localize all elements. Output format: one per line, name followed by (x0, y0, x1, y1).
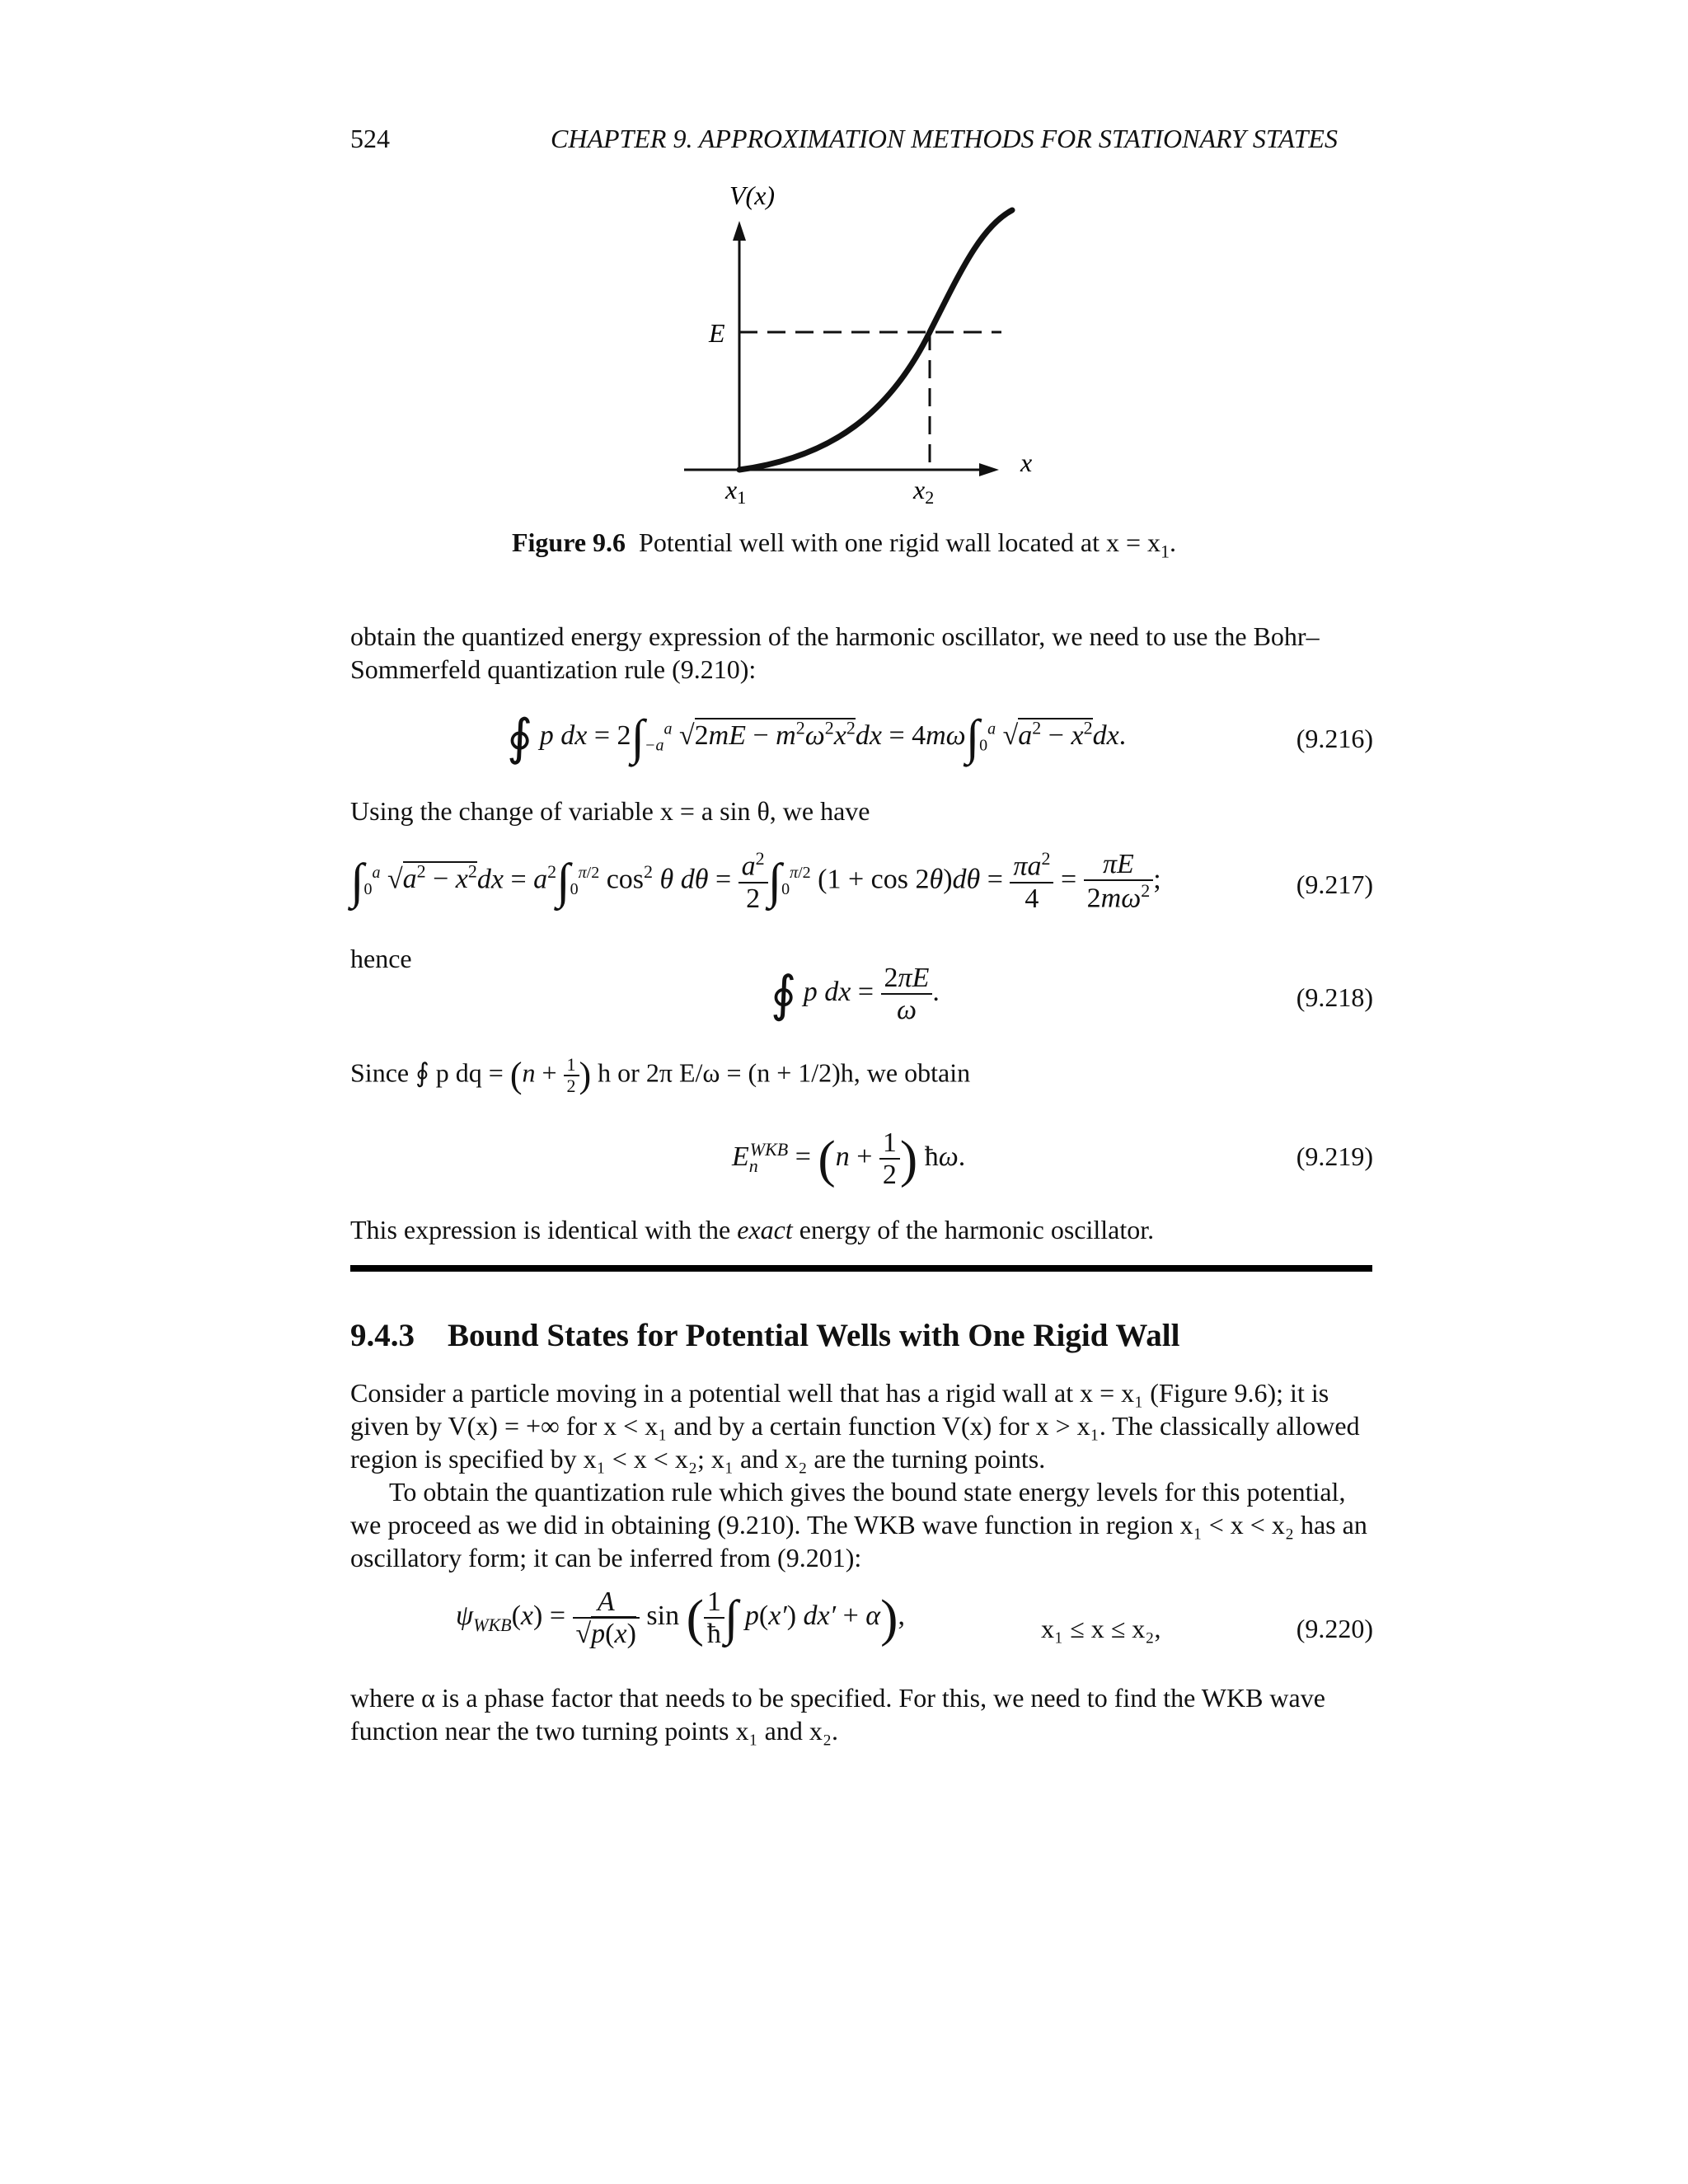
equation-9-217: $\int_0^a$ $√a^2 - x^2dx = a^2\int_0^{\pi/2}$ $\cos^2 \theta$ dθ = $\frac{a^2}{2}$ $\int_0^{\pi/2}$ (1 + cos 2θ)dθ = $\frac{\pi a^2}{4}$ = $\frac{\pi E}{2m\omega^2}$ ; (350, 848, 1161, 914)
section-title: Bound States for Potential Wells with One Rigid Wall (448, 1318, 1180, 1353)
figure-caption-label: Figure 9.6 (511, 527, 626, 557)
x-axis-label: x (1020, 448, 1033, 477)
intro-paragraph: obtain the quantized energy expression of the harmonic oscillator, we need to use the Bohr–Sommerfeld quantization rule (9.210): (350, 621, 1320, 684)
potential-well-figure (676, 177, 1047, 515)
hence-text: hence (350, 944, 412, 973)
since-line-start: Since ∮ p dq = (350, 1057, 504, 1088)
equation-number-9-219: (9.219) (1296, 1141, 1373, 1171)
equation-9-220: $\psi_{WKB}(x)$ = $\frac{A}{√p(x)}$ sin ( $\frac{1}{ħ}$ ∫ p(x′) dx′ + α), (456, 1586, 905, 1650)
paragraph-alpha: where α is a phase factor that needs to be specified. For this, we need to find the WKB wave function near the two turning points x₁ and x₂. (350, 1683, 1325, 1746)
since-line: Since ∮ p dq = (n + $\frac{1}{2}$ ) h or 2π E/ω = (n + 1/2)h, we obtain (350, 1054, 971, 1097)
figure-caption-text: Potential well with one rigid wall located at x = x (639, 527, 1161, 557)
equation-9-218: ∮ p dx = $\frac{2\pi E}{\omega}$ . (771, 963, 940, 1026)
equation-9-220-range: x₁ ≤ x ≤ x₂, (1041, 1614, 1161, 1643)
section-heading (350, 1317, 1179, 1354)
equation-9-216: ∮ p dx = $2\int_{-a}^a$ $√2mE - m^2\omega^2x^2dx = 4m\omega\int_0^a$ $√a^2 - x^2dx$. (507, 710, 1127, 765)
equation-number-9-220: (9.220) (1296, 1614, 1373, 1643)
equation-number-9-218: (9.218) (1296, 982, 1373, 1012)
section-number: 9.4.3 (350, 1318, 415, 1353)
since-line-end: h or 2π E/ω = (n + 1/2)h, we obtain (598, 1057, 971, 1088)
identical-line: This expression is identical with the exact energy of the harmonic oscillator. (350, 1215, 1155, 1244)
x-axis-arrow (979, 463, 999, 476)
paragraph-obtain: To obtain the quantization rule which gives the bound state energy levels for this potential, we proceed as we did in obtaining (9.210). The WKB wave function in region x₁ < x < x₂ has an oscillatory form; it can be inferred from (9.201): (350, 1477, 1367, 1572)
change-variable-text: Using the change of variable x = a sin θ, we have (350, 796, 870, 826)
running-title: CHAPTER 9. APPROXIMATION METHODS FOR STATIONARY STATES (551, 124, 1338, 153)
equation-9-219: $E_n^{WKB} = (n$ + $\frac{1}{2}$ ) ħω. (732, 1127, 966, 1191)
energy-label: E (709, 318, 725, 348)
x2-label: x2 (913, 475, 935, 508)
y-axis-arrow (733, 221, 746, 241)
page-number: 524 (350, 124, 390, 153)
equation-number-9-217: (9.217) (1296, 869, 1373, 899)
x1-label: x1 (725, 475, 747, 508)
paragraph-consider: Consider a particle moving in a potential well that has a rigid wall at x = x₁ (Figure 9.6); it is given by V(x) = +∞ for x < x₁ and by a certain function V(x) for x > x₁. The classically allowed region is specified by x₁ < x < x₂; x₁ and x₂ are the turning points. (350, 1378, 1360, 1474)
exact-emphasis: exact (737, 1215, 793, 1244)
y-axis-label: V(x) (729, 180, 776, 210)
equation-number-9-216: (9.216) (1296, 724, 1373, 753)
section-divider (350, 1265, 1372, 1272)
potential-curve (739, 210, 1012, 470)
figure-caption: Figure 9.6 Potential well with one rigid wall located at $x = x_1$. (511, 527, 1177, 562)
